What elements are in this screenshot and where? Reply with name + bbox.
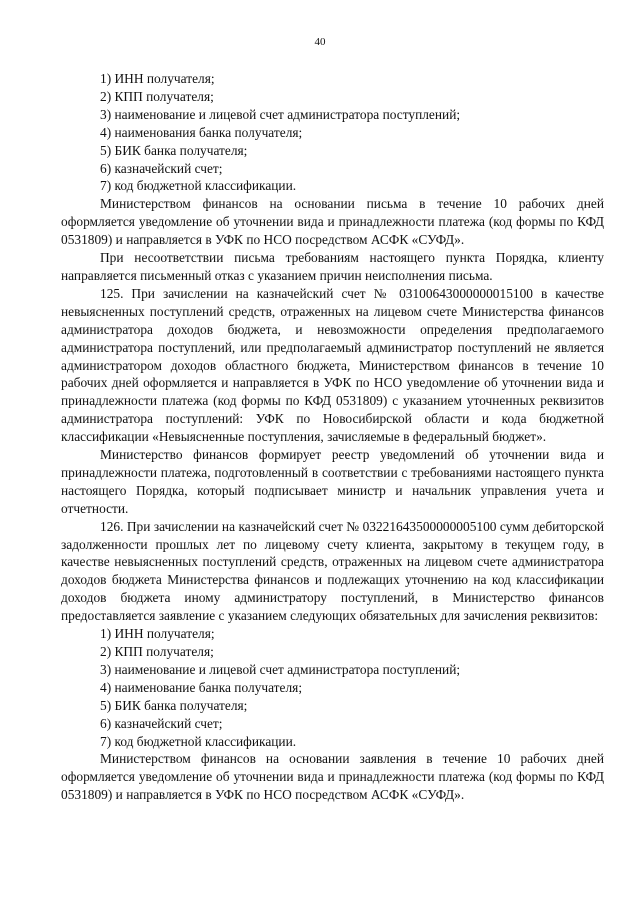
paragraph-application-notification: Министерством финансов на основании заявления в течение 10 рабочих дней оформляется уведомление об уточнении вида и принадлежности платежа (код формы по КФД 0531809) и направляется в УФК по НСО посредством АСФК «СУФД». [61, 751, 604, 803]
list-a-item-2: 2) КПП получателя; [100, 88, 214, 104]
list-a-item-5: 5) БИК банка получателя; [100, 142, 248, 158]
list-b-item-2: 2) КПП получателя; [100, 644, 214, 659]
document-body [61, 70, 604, 804]
list-b-item-5: 5) БИК банка получателя; [100, 697, 248, 713]
paragraph-126: 126. При зачислении на казначейский счет № 03221643500000005100 сумм дебиторской задолженности прошлых лет по лицевому счету клиента, закрытому в текущем году, в качестве невыясненных поступлений средств, отраженных на лицевом счете администратора доходов бюджета Министерства финансов и подлежащих уточнению на код классификации доходов бюджета иному администратору поступлений, в Министерство финансов предоставляется заявление с указанием следующих обязательных для зачисления реквизитов: [61, 518, 604, 624]
list-a-item-7: 7) код бюджетной классификации. [100, 178, 297, 194]
list-a-item-6: 6) казначейский счет; [100, 160, 223, 176]
paragraph-refusal: При несоответствии письма требованиям настоящего пункта Порядка, клиенту направляется письменный отказ с указанием причин неисполнения письма. [61, 250, 604, 283]
page-number: 40 [314, 36, 326, 48]
list-b-item-4: 4) наименование банка получателя; [100, 679, 303, 695]
list-b-item-3: 3) наименование и лицевой счет администратора поступлений; [100, 661, 461, 677]
list-a-item-1: 1) ИНН получателя; [100, 71, 215, 86]
list-b-item-6: 6) казначейский счет; [100, 715, 223, 731]
list-b-item-7: 7) код бюджетной классификации. [100, 733, 297, 749]
list-b-item-1: 1) ИНН получателя; [100, 626, 215, 642]
paragraph-125: 125. При зачислении на казначейский счет № 03100643000000015100 в качестве невыясненных поступлений средств, отраженных на лицевом счете Министерства финансов администратора доходов бюджета, и невозможности определения предполагаемого администратора поступлений, или предполагаемый администратор поступлений не является администратором доходов областного бюджета, Министерством финансов в течение 10 рабочих дней оформляется и направляется в УФК по НСО уведомление об уточнении вида и принадлежности платежа (код формы по КФД 0531809) с указанием уточненных реквизитов администратора поступлений: УФК по Новосибирской области и кода бюджетной классификации «Невыясненные поступления, зачисляемые в федеральный бюджет». [61, 285, 604, 445]
list-a-item-3: 3) наименование и лицевой счет администратора поступлений; [100, 106, 461, 122]
paragraph-125-registry: Министерство финансов формирует реестр уведомлений об уточнении вида и принадлежности платежа, подготовленный в соответствии с требованиями настоящего пункта настоящего Порядка, который подписывает министр и начальник управления учета и отчетности. [61, 447, 604, 516]
paragraph-notification: Министерством финансов на основании письма в течение 10 рабочих дней оформляется уведомление об уточнении вида и принадлежности платежа (код формы по КФД 0531809) и направляется в УФК по НСО посредством АСФК «СУФД». [61, 196, 604, 248]
list-a-item-4: 4) наименования банка получателя; [100, 124, 303, 140]
